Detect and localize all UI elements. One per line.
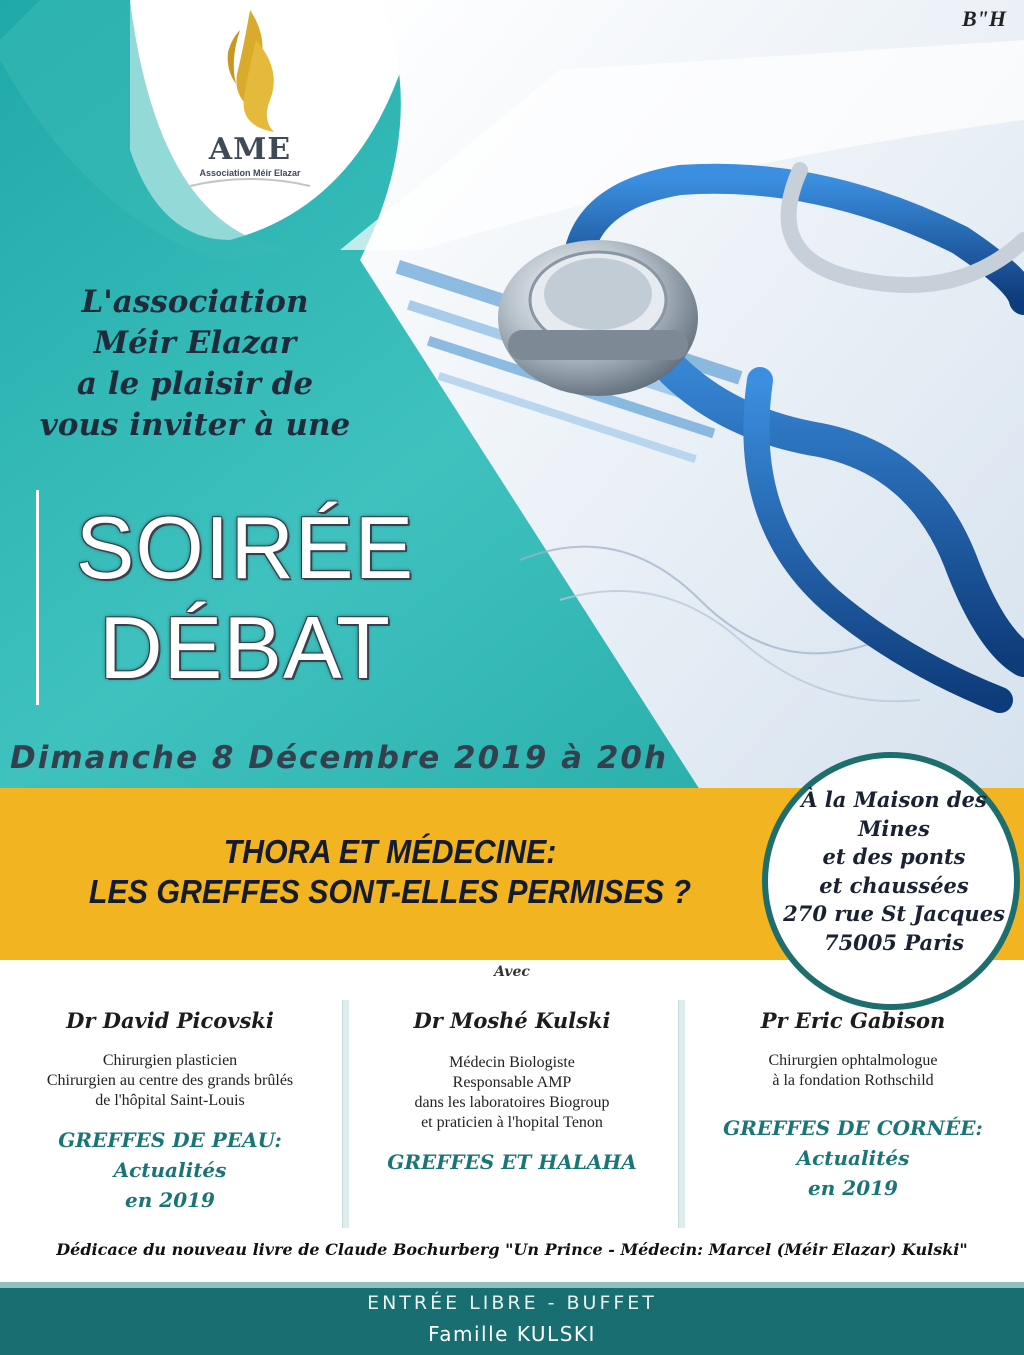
with-label: Avec bbox=[494, 964, 530, 980]
speaker-description-line: Médecin Biologiste bbox=[449, 1054, 575, 1071]
invitation-line: L'association bbox=[81, 284, 309, 320]
venue-line: 270 rue St Jacques bbox=[783, 901, 1005, 926]
invitation-line: a le plaisir de bbox=[76, 366, 314, 402]
event-title bbox=[55, 498, 435, 698]
title-accent-bar bbox=[36, 490, 39, 705]
debate-topic bbox=[31, 832, 749, 912]
venue-line: À la Maison des bbox=[801, 787, 987, 812]
logo-acronym: AME bbox=[208, 132, 292, 167]
speaker-description-line: Responsable AMP bbox=[452, 1074, 572, 1091]
speaker-description bbox=[0, 1051, 340, 1111]
speaker-description-line: Chirurgien plasticien bbox=[102, 1052, 238, 1069]
event-date: Dimanche 8 Décembre 2019 à 20h bbox=[10, 740, 669, 776]
speaker-topic-line: GREFFES DE PEAU: bbox=[58, 1128, 282, 1152]
speaker-description-line: de l'hôpital Saint-Louis bbox=[95, 1092, 245, 1109]
footer-entry-info: ENTRÉE LIBRE - BUFFET bbox=[367, 1292, 657, 1314]
corner-mark: B"H bbox=[962, 6, 1006, 31]
speaker-topic-line: GREFFES DE CORNÉE: bbox=[723, 1116, 983, 1140]
speaker-topic bbox=[0, 1125, 340, 1215]
speaker-description bbox=[688, 1051, 1018, 1091]
event-title-line: DÉBAT bbox=[99, 598, 391, 697]
speaker-divider bbox=[678, 1000, 685, 1228]
speaker-description-line: et praticien à l'hopital Tenon bbox=[421, 1114, 603, 1131]
book-dedication: Dédicace du nouveau livre de Claude Bochurberg "Un Prince - Médecin: Marcel (Méir Elazar) Kulski" bbox=[56, 1240, 968, 1259]
footer-top-stripe bbox=[0, 1282, 1024, 1288]
speaker-card bbox=[0, 1008, 340, 1215]
venue-line: et des ponts bbox=[822, 844, 966, 869]
footer-host: Famille KULSKI bbox=[428, 1322, 596, 1346]
speaker-description-line: dans les laboratoires Biogroup bbox=[414, 1094, 610, 1111]
venue-line: et chaussées bbox=[819, 872, 969, 898]
speaker-card bbox=[688, 1008, 1018, 1203]
invitation-line: Méir Elazar bbox=[93, 325, 297, 361]
event-title-line: SOIRÉE bbox=[75, 498, 415, 597]
invitation-line: vous inviter à une bbox=[39, 407, 351, 443]
speaker-topic-line: en 2019 bbox=[125, 1188, 215, 1212]
speaker-topic-line: Actualités bbox=[113, 1158, 227, 1182]
speaker-description-line: à la fondation Rothschild bbox=[772, 1072, 934, 1089]
logo-name: Association Méir Elazar bbox=[199, 168, 301, 178]
speaker-topic bbox=[352, 1147, 672, 1177]
speaker-name: Dr Moshé Kulski bbox=[413, 1008, 611, 1033]
speaker-card bbox=[352, 1008, 672, 1177]
speaker-topic bbox=[688, 1113, 1018, 1203]
venue-line: Mines bbox=[858, 815, 930, 841]
venue-line: 75005 Paris bbox=[823, 929, 965, 955]
speaker-topic-line: en 2019 bbox=[808, 1176, 898, 1200]
topic-line: LES GREFFES SONT-ELLES PERMISES ? bbox=[88, 873, 692, 910]
speaker-description-line: Chirurgien ophtalmologue bbox=[768, 1052, 938, 1069]
invitation-text bbox=[30, 282, 360, 446]
speaker-name: Dr David Picovski bbox=[66, 1008, 274, 1033]
venue-address bbox=[770, 786, 1018, 957]
speaker-description bbox=[352, 1053, 672, 1133]
speaker-description-line: Chirurgien au centre des grands brûlés bbox=[46, 1072, 294, 1089]
speaker-divider bbox=[342, 1000, 349, 1228]
speaker-name: Pr Eric Gabison bbox=[760, 1008, 946, 1033]
topic-line: THORA ET MÉDECINE: bbox=[223, 833, 557, 870]
speaker-topic-line: Actualités bbox=[796, 1146, 910, 1170]
speaker-topic-line: GREFFES ET HALAHA bbox=[387, 1150, 637, 1174]
